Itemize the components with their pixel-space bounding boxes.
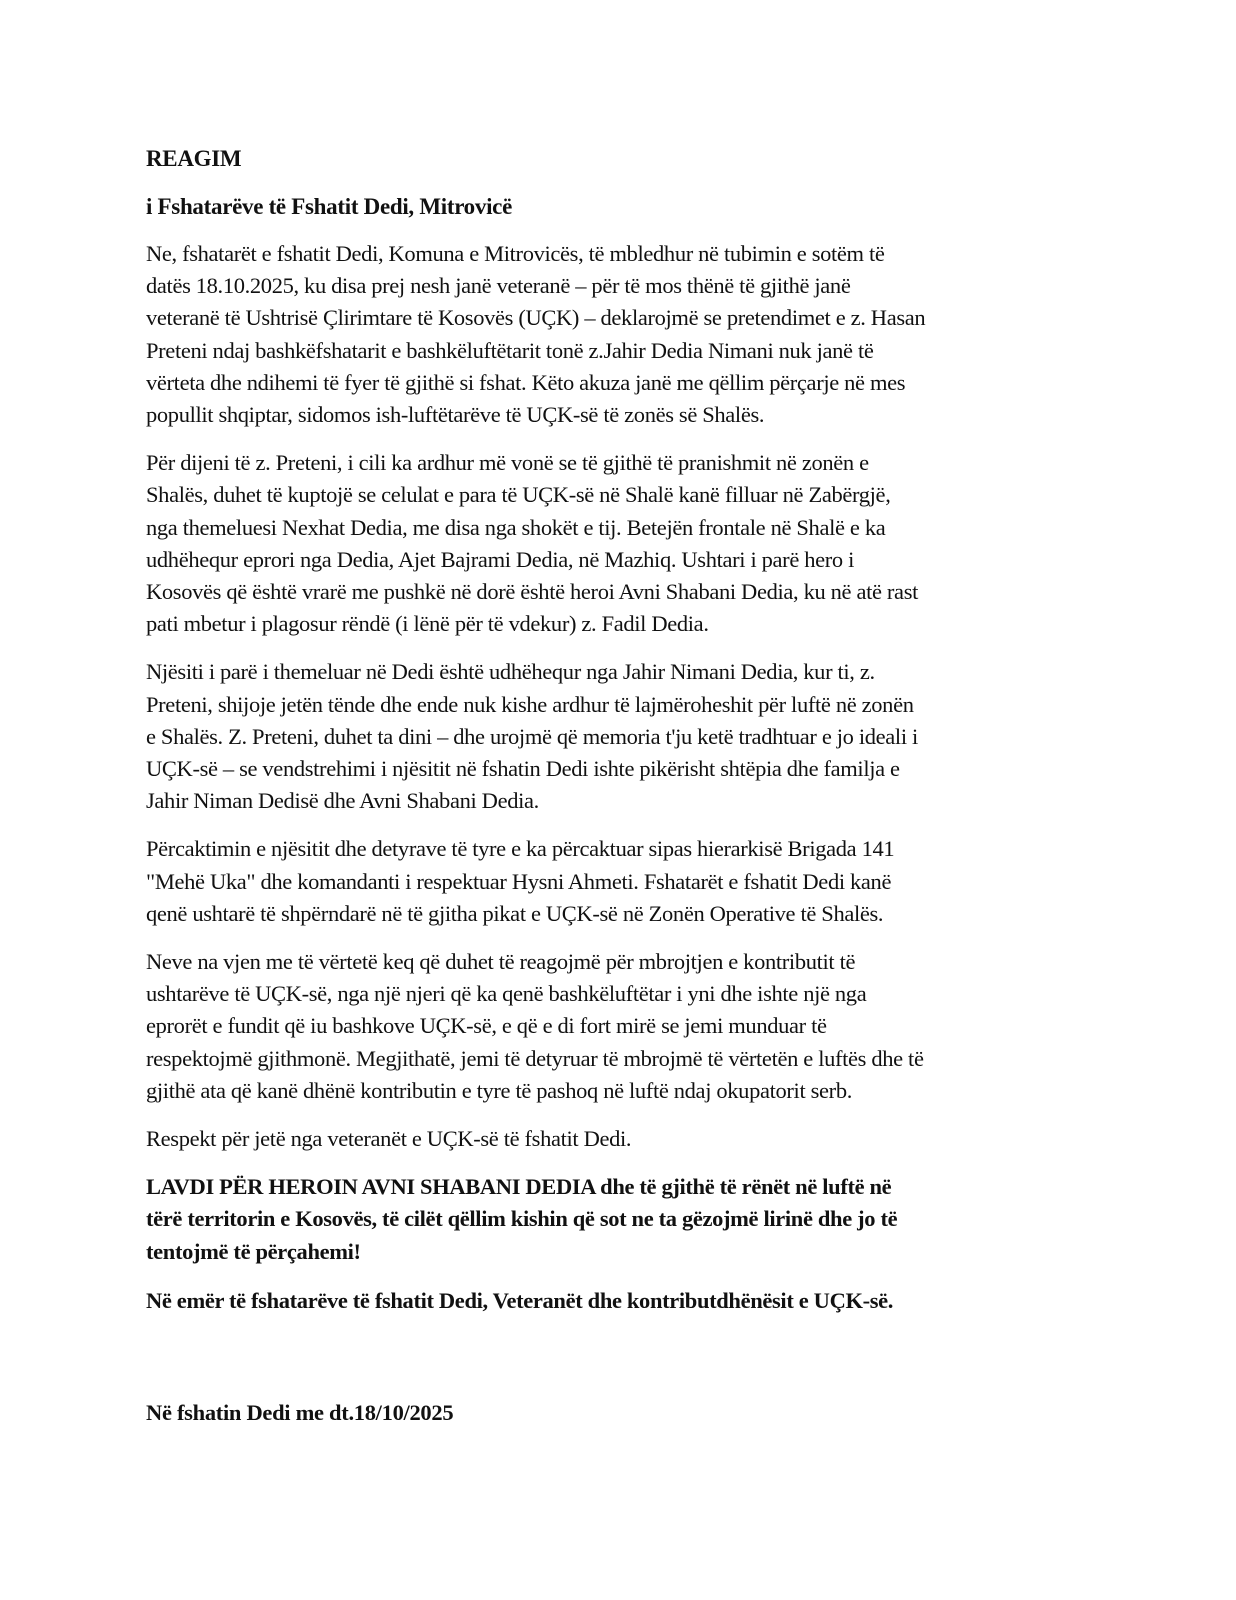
closing-statement [146,1171,1106,1268]
text-line: vërteta dhe ndihemi të fyer të gjithë si fshat. Këto akuza janë me qëllim përçarje në mes [146,369,906,395]
text-line: Jahir Niman Dedisë dhe Avni Shabani Dedia. [146,788,539,814]
text-line: gjithë ata që kanë dhënë kontributin e tyre të pashoq në luftë ndaj okupatorit serb. [146,1077,852,1103]
text-line: Përcaktimin e njësitit dhe detyrave të tyre e ka përcaktuar sipas hierarkisë Brigada 141 [146,836,895,862]
text-line: Preteni ndaj bashkëfshatarit e bashkëluftëtarit tonë z.Jahir Dedia Nimani nuk janë të [146,337,874,363]
text-line: Neve na vjen me të vërtetë keq që duhet të reagojmë për mbrojtjen e kontributit të [146,949,856,975]
text-line: ushtarëve të UÇK-së, nga një njeri që ka qenë bashkëluftëtar i yni dhe ishte një nga [146,981,867,1007]
paragraph-declaration [146,238,1106,431]
text-line: e Shalës. Z. Preteni, duhet ta dini – dhe urojmë që memoria t'ju ketë tradhtuar e jo ideali i [146,723,918,749]
text-line: popullit shqiptar, sidomos ish-luftëtarëve të UÇK-së të zonës së Shalës. [146,402,765,428]
paragraph-history [146,447,1106,640]
text-line: udhëhequr eprori nga Dedia, Ajet Bajrami Dedia, në Mazhiq. Ushtari i parë hero i [146,546,854,572]
text-line: LAVDI PËR HEROIN AVNI SHABANI DEDIA dhe të gjithë të rënët në luftë në [146,1174,892,1200]
text-line: Për dijeni të z. Preteni, i cili ka ardhur më vonë se të gjithë të pranishmit në zonën e [146,450,869,476]
document-subtitle: i Fshatarëve të Fshatit Dedi, Mitrovicë [146,194,512,219]
text-line: tërë territorin e Kosovës, të cilët qëllim kishin që sot ne ta gëzojmë lirinë dhe jo të [146,1206,898,1232]
text-line: datës 18.10.2025, ku disa prej nesh janë veteranë – për të mos thënë të gjithë janë [146,273,851,299]
text-line: Njësiti i parë i themeluar në Dedi është udhëhequr nga Jahir Nimani Dedia, kur ti, z. [146,659,875,685]
text-line: Respekt për jetë nga veteranët e UÇK-së të fshatit Dedi. [146,1126,632,1152]
text-line: eprorët e fundit që iu bashkove UÇK-së, e që e di fort mirë se jemi munduar të [146,1013,827,1039]
document-title: REAGIM [146,146,242,171]
text-line: veteranë të Ushtrisë Çlirimtare të Kosovës (UÇK) – deklarojmë se pretendimet e z. Hasan [146,305,926,331]
text-line: respektojmë gjithmonë. Megjithatë, jemi të detyruar të mbrojmë të vërtetën e luftës dhe të [146,1045,924,1071]
text-line: qenë ushtarë të shpërndarë në të gjitha pikat e UÇK-së në Zonën Operative të Shalës. [146,900,884,926]
paragraph-regret [146,946,1106,1107]
place-date: Në fshatin Dedi me dt.18/10/2025 [146,1400,454,1425]
paragraph-unit [146,656,1106,817]
text-line: pati mbetur i plagosur rëndë (i lënë për të vdekur) z. Fadil Dedia. [146,611,709,637]
text-line: Ne, fshatarët e fshatit Dedi, Komuna e Mitrovicës, të mbledhur në tubimin e sotëm të [146,241,885,266]
paragraph-respect [146,1123,1106,1155]
paragraph-hierarchy [146,833,1106,930]
text-line: UÇK-së – se vendstrehimi i njësitit në fshatin Dedi ishte pikërisht shtëpia dhe familja e [146,756,900,782]
text-line: tentojmë të përçahemi! [146,1238,361,1264]
text-line: Preteni, shijoje jetën tënde dhe ende nuk kishe ardhur të lajmëroheshit për luftë në zonën [146,691,914,717]
signoff: Në emër të fshatarëve të fshatit Dedi, Veteranët dhe kontributdhënësit e UÇK-së. [146,1287,894,1313]
document-body [146,143,1106,1333]
text-line: Shalës, duhet të kuptojë se celulat e para të UÇK-së në Shalë kanë filluar në Zabërgjë, [146,482,891,508]
text-line: nga themeluesi Nexhat Dedia, me disa nga shokët e tij. Betejën frontale në Shalë e ka [146,514,886,540]
text-line: "Mehë Uka" dhe komandanti i respektuar Hysni Ahmeti. Fshatarët e fshatit Dedi kanë [146,868,892,894]
text-line: Kosovës që është vrarë me pushkë në dorë është heroi Avni Shabani Dedia, ku në atë rast [146,579,919,605]
